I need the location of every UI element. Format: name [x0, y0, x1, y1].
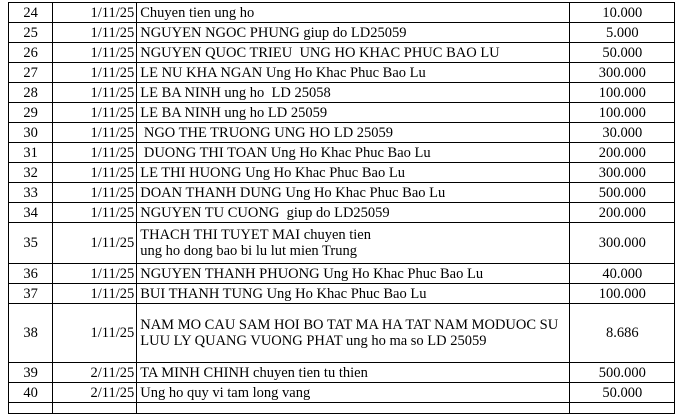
description-line: THACH THI TUYET MAI chuyen tien: [140, 227, 566, 243]
row-number: 37: [9, 284, 53, 304]
row-number: 27: [9, 63, 53, 83]
row-date: 2/11/25: [53, 383, 137, 403]
row-date: 1/11/25: [53, 43, 137, 63]
row-number: 36: [9, 264, 53, 284]
row-description: [137, 183, 570, 203]
donation-table: [8, 2, 692, 414]
row-number: 33: [9, 183, 53, 203]
row-edge: [675, 23, 692, 43]
description-line: Chuyen tien ung ho: [140, 5, 566, 21]
table-row: [9, 103, 692, 123]
row-date: 1/11/25: [53, 143, 137, 163]
partial-cell: [53, 403, 137, 414]
row-edge: [675, 43, 692, 63]
row-date: 2/11/25: [53, 363, 137, 383]
row-amount: 30.000: [570, 123, 675, 143]
description-line: LE BA NINH ung ho LD 25058: [140, 85, 566, 101]
description-line: ung ho dong bao bi lu lut mien Trung: [140, 243, 566, 259]
row-description: [137, 143, 570, 163]
row-description: [137, 223, 570, 264]
partial-cell: [675, 403, 692, 414]
row-date: 1/11/25: [53, 123, 137, 143]
row-number: 28: [9, 83, 53, 103]
donation-table-body: [9, 3, 692, 414]
row-amount: 5.000: [570, 23, 675, 43]
row-description: [137, 383, 570, 403]
row-amount: 100.000: [570, 103, 675, 123]
table-row: [9, 163, 692, 183]
table-row: [9, 284, 692, 304]
row-description: [137, 63, 570, 83]
row-description: [137, 304, 570, 363]
row-amount: 8.686: [570, 304, 675, 363]
description-line: TA MINH CHINH chuyen tien tu thien: [140, 365, 566, 381]
row-date: 1/11/25: [53, 264, 137, 284]
partial-cell: [137, 403, 570, 414]
row-description: [137, 203, 570, 223]
row-number: 26: [9, 43, 53, 63]
table-row: [9, 264, 692, 284]
table-row: [9, 143, 692, 163]
row-amount: 50.000: [570, 43, 675, 63]
table-row: [9, 63, 692, 83]
row-edge: [675, 264, 692, 284]
row-edge: [675, 103, 692, 123]
row-number: 38: [9, 304, 53, 363]
row-date: 1/11/25: [53, 203, 137, 223]
table-row: [9, 203, 692, 223]
row-edge: [675, 383, 692, 403]
row-description: [137, 264, 570, 284]
row-number: 32: [9, 163, 53, 183]
row-edge: [675, 363, 692, 383]
table-row: [9, 3, 692, 23]
row-edge: [675, 83, 692, 103]
description-line: NGO THE TRUONG UNG HO LD 25059: [140, 125, 566, 141]
description-line: NGUYEN TU CUONG giup do LD25059: [140, 205, 566, 221]
row-amount: 300.000: [570, 163, 675, 183]
row-edge: [675, 63, 692, 83]
row-description: [137, 23, 570, 43]
row-date: 1/11/25: [53, 3, 137, 23]
row-amount: 100.000: [570, 83, 675, 103]
row-amount: 50.000: [570, 383, 675, 403]
description-line: BUI THANH TUNG Ung Ho Khac Phuc Bao Lu: [140, 286, 566, 302]
row-amount: 500.000: [570, 183, 675, 203]
row-number: 34: [9, 203, 53, 223]
table-row: [9, 383, 692, 403]
table-row: [9, 123, 692, 143]
row-number: 40: [9, 383, 53, 403]
row-date: 1/11/25: [53, 304, 137, 363]
row-description: [137, 163, 570, 183]
row-date: 1/11/25: [53, 163, 137, 183]
partial-cell: [570, 403, 675, 414]
row-amount: 200.000: [570, 143, 675, 163]
row-amount: 100.000: [570, 284, 675, 304]
row-number: 31: [9, 143, 53, 163]
row-description: [137, 83, 570, 103]
row-amount: 500.000: [570, 363, 675, 383]
row-number: 25: [9, 23, 53, 43]
partial-cell: [9, 403, 53, 414]
row-date: 1/11/25: [53, 284, 137, 304]
row-amount: 300.000: [570, 223, 675, 264]
description-line: LE NU KHA NGAN Ung Ho Khac Phuc Bao Lu: [140, 65, 566, 81]
table-row: [9, 304, 692, 363]
table-row: [9, 223, 692, 264]
row-number: 30: [9, 123, 53, 143]
table-row: [9, 363, 692, 383]
description-line: NGUYEN THANH PHUONG Ung Ho Khac Phuc Bao Lu: [140, 266, 566, 282]
description-line: LUU LY QUANG VUONG PHAT ung ho ma so LD 25059: [140, 333, 566, 349]
row-description: [137, 43, 570, 63]
row-description: [137, 123, 570, 143]
description-line: NAM MO CAU SAM HOI BO TAT MA HA TAT NAM MODUOC SU: [140, 317, 566, 333]
row-amount: 300.000: [570, 63, 675, 83]
row-edge: [675, 203, 692, 223]
description-line: DOAN THANH DUNG Ung Ho Khac Phuc Bao Lu: [140, 185, 566, 201]
table-row-partial: [9, 403, 692, 414]
description-line: LE THI HUONG Ung Ho Khac Phuc Bao Lu: [140, 165, 566, 181]
description-line: NGUYEN QUOC TRIEU UNG HO KHAC PHUC BAO LU: [140, 45, 566, 61]
row-description: [137, 284, 570, 304]
description-line: NGUYEN NGOC PHUNG giup do LD25059: [140, 25, 566, 41]
table-row: [9, 43, 692, 63]
row-date: 1/11/25: [53, 223, 137, 264]
row-edge: [675, 123, 692, 143]
row-amount: 200.000: [570, 203, 675, 223]
row-number: 24: [9, 3, 53, 23]
table-row: [9, 23, 692, 43]
table-row: [9, 83, 692, 103]
row-date: 1/11/25: [53, 83, 137, 103]
table-row: [9, 183, 692, 203]
row-edge: [675, 3, 692, 23]
row-edge: [675, 284, 692, 304]
description-line: DUONG THI TOAN Ung Ho Khac Phuc Bao Lu: [140, 145, 566, 161]
row-amount: 10.000: [570, 3, 675, 23]
row-amount: 40.000: [570, 264, 675, 284]
description-line: LE BA NINH ung ho LD 25059: [140, 105, 566, 121]
row-edge: [675, 223, 692, 264]
description-line: Ung ho quy vi tam long vang: [140, 385, 566, 401]
row-description: [137, 103, 570, 123]
row-date: 1/11/25: [53, 103, 137, 123]
row-edge: [675, 143, 692, 163]
row-description: [137, 363, 570, 383]
row-edge: [675, 304, 692, 363]
row-number: 39: [9, 363, 53, 383]
row-description: [137, 3, 570, 23]
row-date: 1/11/25: [53, 23, 137, 43]
row-number: 29: [9, 103, 53, 123]
row-edge: [675, 183, 692, 203]
row-date: 1/11/25: [53, 63, 137, 83]
row-date: 1/11/25: [53, 183, 137, 203]
row-number: 35: [9, 223, 53, 264]
row-edge: [675, 163, 692, 183]
